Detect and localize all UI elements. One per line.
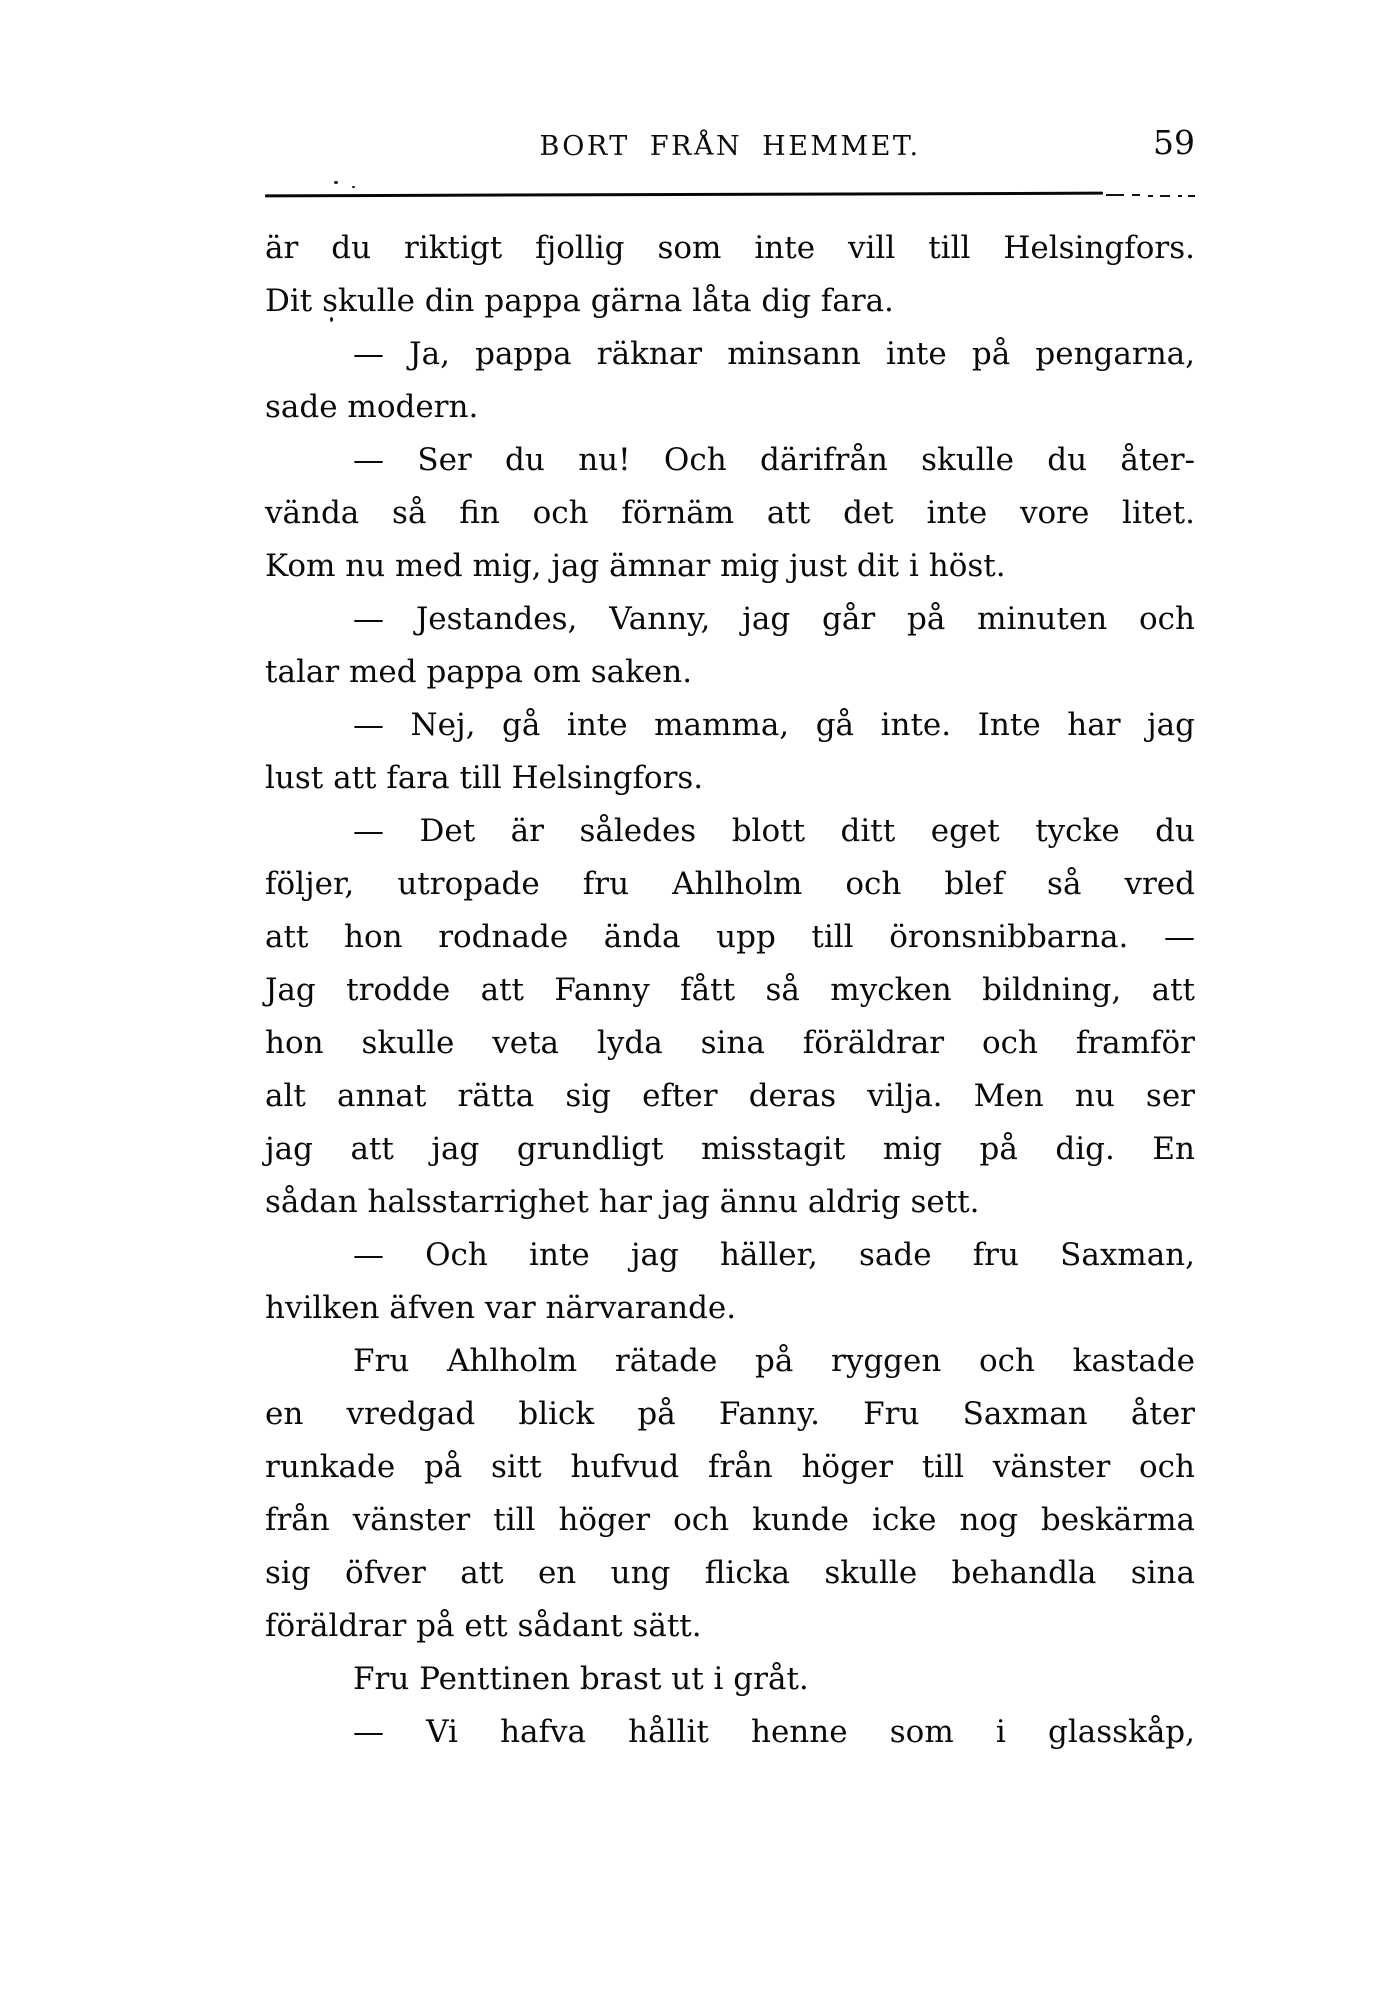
rule-fragment	[1148, 195, 1153, 197]
running-header: BORT FRÅN HEMMET.	[539, 131, 921, 162]
text-line: hvilken äfven var närvarande.	[265, 1290, 737, 1326]
text-line: är du riktigt fjollig som inte vill till Helsingfors.	[265, 230, 1195, 266]
scan-speck	[352, 186, 355, 188]
rule-fragment	[1178, 195, 1182, 197]
text-line: jag att jag grundligt misstagit mig på dig. En	[265, 1131, 1195, 1167]
text-line: Fru Ahlholm rätade på ryggen och kastade	[353, 1343, 1195, 1379]
text-line: Jag trodde att Fanny fått så mycken bildning, att	[265, 972, 1195, 1008]
text-line: sade modern.	[265, 389, 479, 425]
rule-fragment	[1106, 194, 1124, 196]
text-line: alt annat rätta sig efter deras vilja. Men nu ser	[265, 1078, 1195, 1114]
text-line: sådan halsstarrighet har jag ännu aldrig sett.	[265, 1184, 980, 1220]
text-line: — Ja, pappa räknar minsann inte på pengarna,	[353, 336, 1195, 372]
rule-fragment	[1132, 194, 1140, 196]
text-line: lust att fara till Helsingfors.	[265, 760, 704, 796]
text-line: Fru Penttinen brast ut i gråt.	[353, 1661, 809, 1697]
text-line: Dit skulle din pappa gärna låta dig fara.	[265, 283, 894, 319]
rule-fragment	[1160, 195, 1170, 197]
text-line: föräldrar på ett sådant sätt.	[265, 1608, 702, 1644]
text-line: — Ser du nu! Och därifrån skulle du åter-	[353, 442, 1195, 478]
text-line: hon skulle veta lyda sina föräldrar och framför	[265, 1025, 1195, 1061]
scan-speck	[334, 181, 338, 184]
text-line: följer, utropade fru Ahlholm och blef så vred	[265, 866, 1195, 902]
page-body-text	[265, 222, 1195, 1759]
header-divider-rule	[265, 192, 1103, 198]
text-line: — Och inte jag häller, sade fru Saxman,	[353, 1237, 1195, 1273]
text-line: från vänster till höger och kunde icke nog beskärma	[265, 1502, 1195, 1538]
text-line: talar med pappa om saken.	[265, 654, 693, 690]
text-line: Kom nu med mig, jag ämnar mig just dit i höst.	[265, 548, 1006, 584]
text-line: att hon rodnade ända upp till öronsnibbarna. —	[265, 919, 1195, 955]
text-line: vända så fin och förnäm att det inte vore litet.	[265, 495, 1195, 531]
rule-fragment	[1188, 195, 1195, 197]
text-line: en vredgad blick på Fanny. Fru Saxman åter	[265, 1396, 1195, 1432]
text-line: — Nej, gå inte mamma, gå inte. Inte har jag	[353, 707, 1195, 743]
text-line: sig öfver att en ung flicka skulle behandla sina	[265, 1555, 1195, 1591]
text-line: — Jestandes, Vanny, jag går på minuten och	[353, 601, 1195, 637]
text-line: runkade på sitt hufvud från höger till vänster och	[265, 1449, 1195, 1485]
page-number: 59	[1153, 123, 1195, 162]
text-line: — Vi hafva hållit henne som i glasskåp,	[353, 1714, 1195, 1750]
text-line: — Det är således blott ditt eget tycke du	[353, 813, 1195, 849]
